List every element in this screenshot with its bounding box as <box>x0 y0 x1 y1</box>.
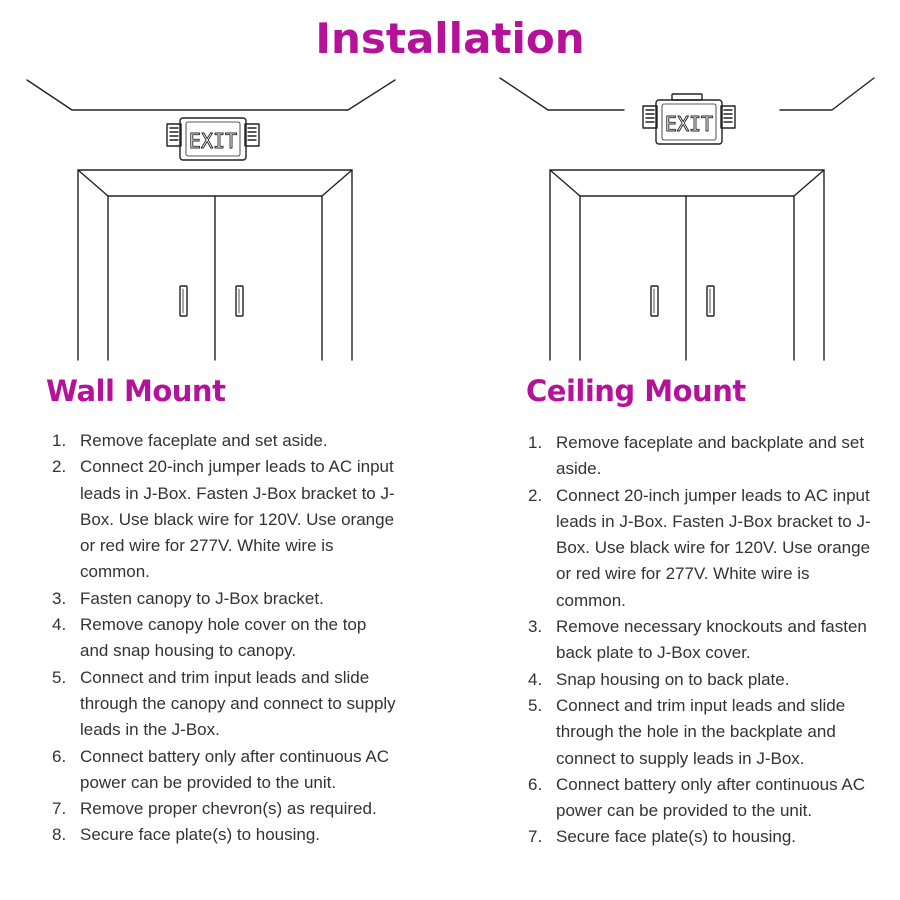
step-number: 2. <box>528 485 543 505</box>
step-text: Connect battery only after continuous AC power can be provided to the unit. <box>80 746 390 792</box>
step-number: 1. <box>52 431 67 450</box>
step-text: Remove canopy hole cover on the top and snap housing to canopy. <box>80 615 367 661</box>
step-item <box>528 614 873 667</box>
step-text: Remove faceplate and backplate and set aside. <box>556 433 865 479</box>
lamp-head-right-icon <box>245 124 259 146</box>
double-door-icon <box>550 170 824 360</box>
step-number: 3. <box>528 617 543 637</box>
step-item <box>52 744 397 797</box>
lamp-head-left-icon <box>643 106 657 128</box>
step-item <box>52 612 397 665</box>
step-text: Remove necessary knockouts and fasten back plate to J-Box cover. <box>556 617 867 663</box>
ceiling-mount-steps <box>528 430 873 851</box>
step-item <box>52 665 397 744</box>
step-item <box>528 693 873 772</box>
step-text: Snap housing on to back plate. <box>556 669 790 689</box>
door-handle-right-icon <box>707 286 714 316</box>
lamp-head-right-icon <box>721 106 735 128</box>
step-item <box>528 483 873 614</box>
ceiling-line-right <box>780 78 874 110</box>
wall-ceiling-line <box>27 80 395 110</box>
step-text: Remove proper chevron(s) as required. <box>80 799 377 819</box>
step-number: 8. <box>52 825 67 845</box>
step-text: Connect and trim input leads and slide through the hole in the backplate and connect to supply leads in J-Box. <box>556 695 846 768</box>
exit-sign-text: EXIT <box>188 129 238 153</box>
step-text: Fasten canopy to J-Box bracket. <box>80 588 324 608</box>
step-text: Secure face plate(s) to housing. <box>556 827 797 847</box>
step-item <box>528 667 873 693</box>
page-title: Installation <box>315 14 585 63</box>
step-item <box>52 454 397 585</box>
step-item <box>528 772 873 825</box>
double-door-icon <box>78 170 352 360</box>
step-item <box>528 824 873 850</box>
step-number: 4. <box>528 669 543 689</box>
ceiling-mount-heading: Ceiling Mount <box>526 374 746 408</box>
lamp-head-left-icon <box>167 124 181 146</box>
step-item <box>52 822 397 848</box>
door-handle-left-icon <box>180 286 187 316</box>
step-number: 6. <box>52 746 67 766</box>
step-number: 7. <box>528 827 543 847</box>
step-number: 4. <box>52 615 67 635</box>
step-text: Connect 20-inch jumper leads to AC input leads in J-Box. Fasten J-Box bracket to J-Box. Use black wire for 120V. Use orange or red wire for 277V. White wire is common. <box>80 457 395 582</box>
step-text: Connect 20-inch jumper leads to AC input leads in J-Box. Fasten J-Box bracket to J-Box. Use black wire for 120V. Use orange or red wire for 277V. White wire is common. <box>556 485 871 610</box>
step-text: Remove faceplate and set aside. <box>80 431 328 450</box>
ceiling-line-left <box>500 78 624 110</box>
step-item <box>52 586 397 612</box>
step-number: 5. <box>528 695 543 715</box>
step-text: Connect and trim input leads and slide through the canopy and connect to supply leads in the J-Box. <box>80 667 396 740</box>
step-number: 2. <box>52 457 67 477</box>
step-item <box>52 428 397 454</box>
step-number: 6. <box>528 774 543 794</box>
step-item <box>528 430 873 483</box>
door-handle-left-icon <box>651 286 658 316</box>
step-item <box>52 796 397 822</box>
exit-sign-icon <box>167 118 259 160</box>
exit-sign-icon <box>643 94 735 144</box>
wall-mount-illustration <box>27 80 395 360</box>
exit-sign-text: EXIT <box>664 112 714 136</box>
step-text: Connect battery only after continuous AC power can be provided to the unit. <box>556 774 866 821</box>
illustrations <box>0 0 900 370</box>
step-number: 5. <box>52 667 67 687</box>
wall-mount-steps <box>52 428 397 849</box>
wall-mount-heading: Wall Mount <box>46 374 226 408</box>
step-text: Secure face plate(s) to housing. <box>80 825 321 845</box>
step-number: 1. <box>528 433 543 452</box>
ceiling-mount-illustration <box>500 78 874 360</box>
step-number: 7. <box>52 799 67 819</box>
step-number: 3. <box>52 588 67 608</box>
door-handle-right-icon <box>236 286 243 316</box>
